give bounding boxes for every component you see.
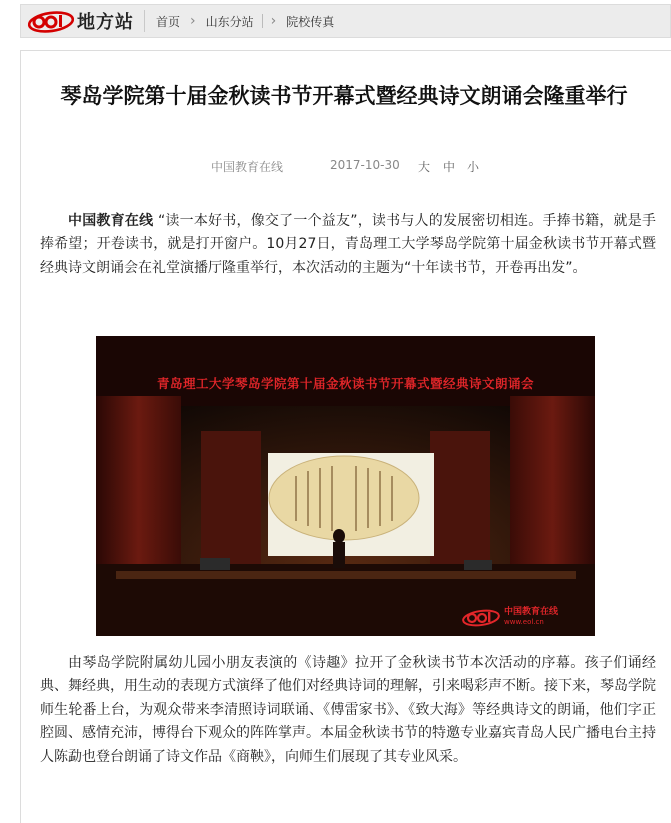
breadcrumb-divider xyxy=(262,14,263,28)
lead-source: 中国教育在线 xyxy=(68,213,154,229)
article-paragraph-1 xyxy=(40,210,656,280)
photo-watermark xyxy=(461,606,558,628)
eol-watermark-icon xyxy=(461,606,501,628)
event-photo xyxy=(96,336,595,636)
watermark-text: 中国教育在线 xyxy=(504,607,559,617)
eol-logo-icon xyxy=(27,8,75,34)
article-title: 琴岛学院第十届金秋读书节开幕式暨经典诗文朗诵会隆重举行 xyxy=(60,84,628,108)
article-date: 2017-10-30 xyxy=(330,158,400,172)
breadcrumb-home[interactable]: 首页 xyxy=(156,14,181,29)
breadcrumb-schools[interactable]: 院校传真 xyxy=(286,14,335,29)
photo-banner-text: 青岛理工大学琴岛学院第十届金秋读书节开幕式暨经典诗文朗诵会 xyxy=(156,376,534,391)
article-meta xyxy=(0,158,671,178)
header-divider xyxy=(144,10,145,32)
chevron-right-icon: › xyxy=(270,13,277,29)
font-size-small[interactable]: 小 xyxy=(467,160,480,174)
breadcrumb-shandong[interactable]: 山东分站 xyxy=(205,14,254,29)
breadcrumb xyxy=(156,5,334,37)
watermark-url: www.eol.cn xyxy=(504,618,544,626)
paragraph-1-text: “读一本好书，像交了一个益友”，读书与人的发展密切相连。手捧书籍，就是手捧希望；开卷读书，就是打开窗户。10月27日，青岛理工大学琴岛学院第十届金秋读书节开幕式暨经典诗文朗诵会在礼堂演播厅隆重举行，本次活动的主题为“十年读书节，开卷再出发”。 xyxy=(40,213,656,276)
article-paragraph-2: 由琴岛学院附属幼儿园小朋友表演的《诗趣》拉开了金秋读书节本次活动的序幕。孩子们诵经典、舞经典，用生动的表现方式演绎了他们对经典诗词的理解，引来喝彩声不断。接下来，琴岛学院师生轮番上台，为观众带来李清照诗词联诵、《傅雷家书》、《致大海》等经典诗文的朗诵，他们字正腔圆、感情充沛，博得台下观众的阵阵掌声。本届金秋读书节的特邀专业嘉宾青岛人民广播电台主持人陈勐也登台朗诵了诗文作品《商鞅》，向师生们展现了其专业风采。 xyxy=(40,655,656,765)
site-header-bar xyxy=(20,4,671,38)
article-source: 中国教育在线 xyxy=(211,160,284,174)
font-size-large[interactable]: 大 xyxy=(418,160,431,174)
font-size-medium[interactable]: 中 xyxy=(443,160,456,174)
eol-logo[interactable] xyxy=(27,7,134,35)
chevron-right-icon: › xyxy=(190,13,196,29)
site-section-title: 地方站 xyxy=(77,12,134,33)
